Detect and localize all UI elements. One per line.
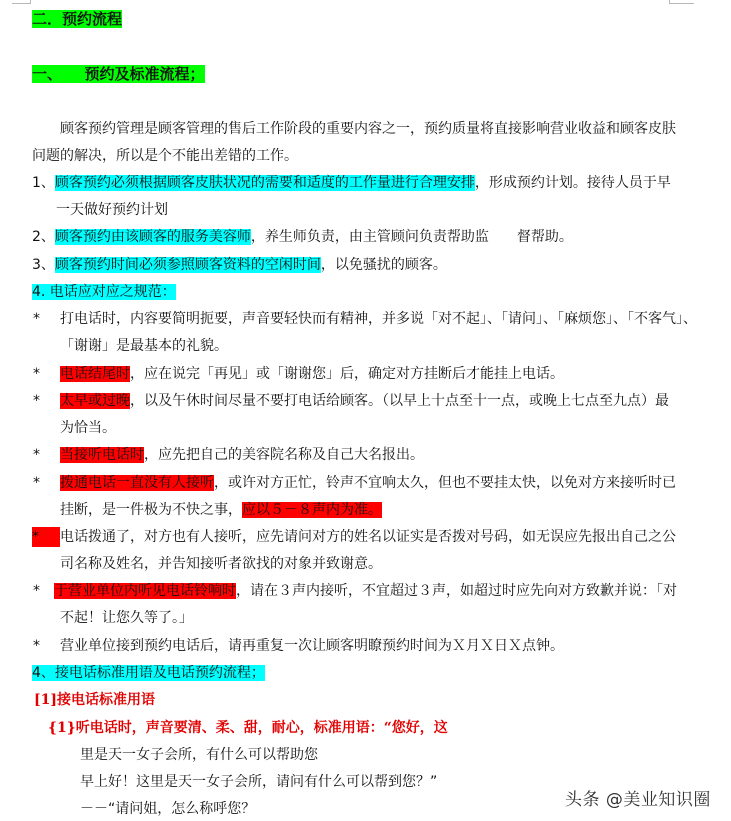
bullet-asterisk: * — [32, 527, 60, 547]
numbered-item-3: 3、顾客预约时间必须参照顾客资料的空闲时间，以免骚扰的顾客。 — [32, 257, 447, 273]
script-line-2: 早上好！这里是天一女子会所，请问有什么可以帮到您？” — [80, 774, 438, 790]
numbered-item-2: 2、顾客预约由该顾客的服务美容师，养生师负责，由主管顾问负责帮助监 督帮助。 — [32, 229, 573, 245]
bullet-item-1-cont: 「谢谢」是最基本的礼貌。 — [60, 338, 228, 354]
sub-heading-answering-phone: {1}听电话时，声音要清、柔、甜，耐心，标准用语：“您好，这 — [48, 720, 448, 736]
bullet-asterisk: * — [33, 311, 40, 327]
bullet-asterisk: * — [33, 366, 40, 382]
intro-paragraph-line-1: 顾客预约管理是顾客管理的售后工作阶段的重要内容之一，预约质量将直接影响营业收益和顾客皮肤 — [60, 121, 676, 137]
script-line-3: －－“请问姐，怎么称呼您？ — [80, 801, 256, 817]
numbered-item-1: 1、顾客预约必须根据顾客皮肤状况的需要和适度的工作量进行合理安排，形成预约计划。接待人员于早 — [32, 175, 671, 191]
page-corner-mark-left — [12, 0, 31, 4]
script-line-1: 里是天一女子会所，有什么可以帮助您 — [80, 747, 318, 763]
numbered-item-1-cont: 一天做好预约计划 — [56, 202, 168, 218]
bullet-asterisk: * — [33, 393, 40, 409]
bullet-item-7-cont: 不起！让您久等了。」 — [60, 610, 193, 626]
phone-etiquette-heading: 4. 电话应对应之规范： — [32, 284, 176, 300]
subsection-heading: 一、 预约及标准流程； — [32, 65, 205, 83]
sub-heading-standard-phrases: [1]接电话标准用语 — [34, 692, 155, 708]
bullet-asterisk: * — [33, 447, 40, 463]
bullet-item-6-cont: 司名称及姓名，并告知接听者欲找的对象并致谢意。 — [60, 556, 382, 572]
intro-paragraph-line-2: 问题的解决，所以是个不能出差错的工作。 — [32, 148, 298, 164]
section-4-heading: 4、接电话标准用语及电话预约流程； — [32, 665, 265, 681]
bullet-item-3-cont: 为恰当。 — [60, 420, 116, 436]
section-heading: 二．预约流程 — [32, 10, 123, 28]
page-corner-mark-right — [669, 0, 694, 4]
bullet-item-5-cont: 挂断，是一件极为不快之事，应以５－８声内为准。 — [60, 502, 382, 518]
bullet-asterisk: * — [33, 583, 40, 599]
watermark: 头条 @美业知识圈 — [565, 790, 711, 810]
bullet-asterisk: * — [33, 475, 40, 491]
bullet-asterisk: * — [33, 638, 40, 654]
document-page: 二．预约流程 一、 预约及标准流程； 顾客预约管理是顾客管理的售后工作阶段的重要内容之一，预约质量将直接影响营业收益和顾客皮肤 问题的解决，所以是个不能出差错的工作。 1、顾客预约必须根据顾客皮肤状况的需要和适度的工作量进行合理安排，形成预约计划。接待人员于早 一天做好预约计划 2、顾客预约由该顾客的服务美容师，养生师负责，由主管顾问负责帮助监 督帮助。 3、顾客预约时间必须参照顾客资料的空闲时间，以免骚扰的顾客。 4. 电话应对应之规范： * 打电话时，内容要简明扼要，声音要轻快而有精神，并多说「对不起」、「请问」、「麻烦您」、「不客气」、 「谢谢」是最基本的礼貌。 * 电话结尾时，应在说完「再见」或「谢谢您」后，确定对方挂断后才能挂上电话。 * 太早或过晚，以及午休时间尽量不要打电话给顾客。（以早上十点至十一点，或晚上七点至九点）最 为恰当。 * 当接听电话时，应先把自己的美容院名称及自己大名报出。 * 拨通电话一直没有人接听，或许对方正忙，铃声不宜响太久，但也不要挂太快，以免对方来接听时已 挂断，是一件极为不快之事，应以５－８声内为准。 * 电话拨通了，对方也有人接听，应先请问对方的姓名以证实是否拨对号码，如无误应先报出自己之公 司名称及姓名，并告知接听者欲找的对象并致谢意。 * 于营业单位内听见电话铃响时，请在３声内接听，不宜超过３声，如超过时应先向对方致歉并说：「对 不起！让您久等了。」 * 营业单位接到预约电话后，请再重复一次让顾客明瞭预约时间为Ｘ月Ｘ日Ｘ点钟。 4、接电话标准用语及电话预约流程； [1]接电话标准用语 {1}听电话时，声音要清、柔、甜，耐心，标准用语：“您好，这 里是天一女子会所，有什么可以帮助您 早上好！这里是天一女子会所，请问有什么可以帮到您？” －－“请问姐，怎么称呼您？ 头条 @美业知识圈 — [0, 0, 731, 821]
